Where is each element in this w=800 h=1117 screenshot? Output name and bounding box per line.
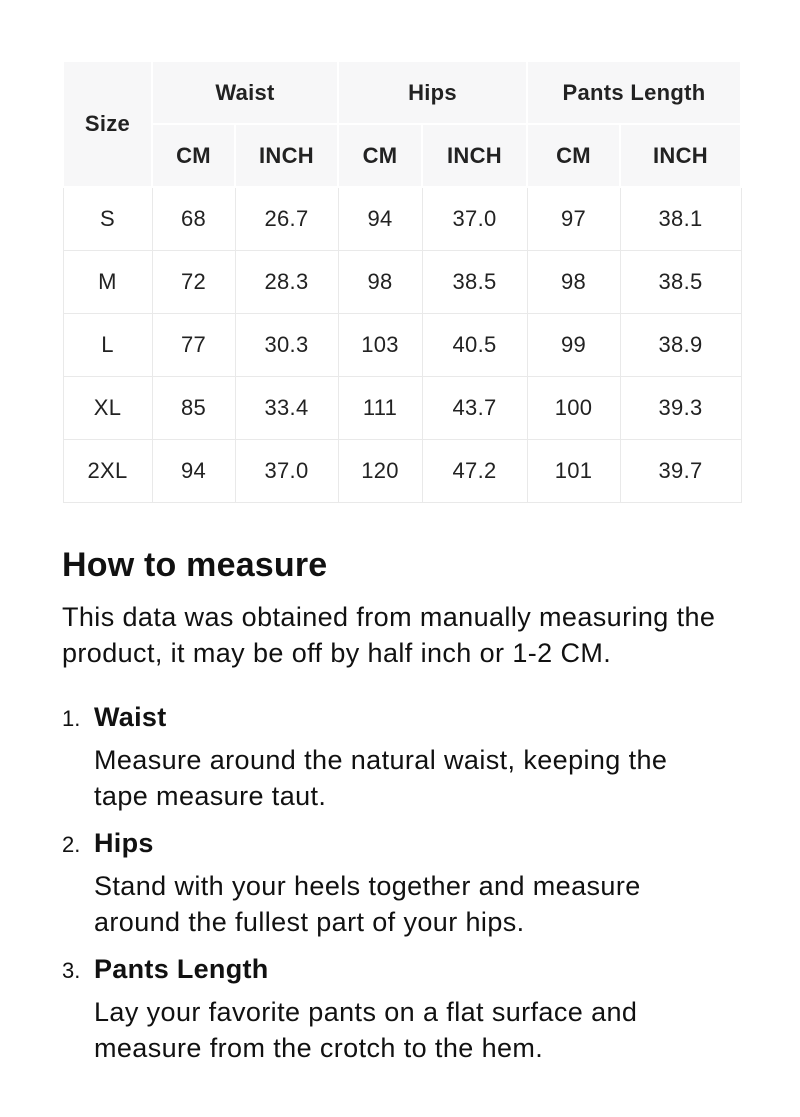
measure-disclaimer-text: This data was obtained from manually measuring the product, it may be off by half inch or 1-2 CM. [62,601,716,668]
pants-inch-cell: 38.9 [620,313,741,376]
size-cell: L [63,313,152,376]
size-cell: 2XL [63,439,152,502]
list-number: 2. [62,831,81,857]
list-item-title: Pants Length [94,953,269,984]
list-item-waist [62,699,740,814]
table-row-m [63,250,741,313]
pants-cm-cell: 100 [527,376,620,439]
pants-cm-cell: 98 [527,250,620,313]
pants-length-group-header: Pants Length [527,61,741,124]
list-item-pants-length [62,951,740,1066]
size-cell: XL [63,376,152,439]
list-number: 3. [62,957,81,983]
table-row-l [63,313,741,376]
hips-cm-cell: 94 [338,187,422,250]
table-row-2xl [63,439,741,502]
measure-instructions-list [62,699,740,1066]
hips-cm-cell: 103 [338,313,422,376]
list-item-description: Lay your favorite pants on a flat surface and measure from the crotch to the hem. [94,996,638,1063]
group-header-row [63,61,741,124]
hips-cm-header: CM [338,124,422,187]
hips-inch-cell: 47.2 [422,439,527,502]
pants-inch-cell: 38.5 [620,250,741,313]
pants-cm-cell: 101 [527,439,620,502]
list-item-title: Hips [94,827,154,858]
list-item-hips [62,825,740,940]
pants-inch-cell: 38.1 [620,187,741,250]
waist-inch-cell: 30.3 [235,313,338,376]
list-item-title: Waist [94,701,167,732]
waist-inch-cell: 28.3 [235,250,338,313]
size-chart-table [62,60,742,503]
waist-inch-header: INCH [235,124,338,187]
waist-group-header: Waist [152,61,338,124]
list-item-description: Measure around the natural waist, keeping the tape measure taut. [94,744,668,811]
size-cell: S [63,187,152,250]
hips-cm-cell: 111 [338,376,422,439]
waist-cm-cell: 85 [152,376,235,439]
list-item-body [94,951,740,1066]
table-row-s [63,187,741,250]
list-number: 1. [62,705,81,731]
unit-header-row [63,124,741,187]
hips-inch-header: INCH [422,124,527,187]
hips-inch-cell: 37.0 [422,187,527,250]
pants-cm-header: CM [527,124,620,187]
waist-cm-header: CM [152,124,235,187]
waist-cm-cell: 94 [152,439,235,502]
hips-inch-cell: 43.7 [422,376,527,439]
pants-cm-cell: 97 [527,187,620,250]
waist-inch-cell: 33.4 [235,376,338,439]
pants-inch-header: INCH [620,124,741,187]
list-item-body [94,825,740,940]
pants-inch-cell: 39.3 [620,376,741,439]
waist-inch-cell: 26.7 [235,187,338,250]
list-item-description: Stand with your heels together and measure around the fullest part of your hips. [94,870,641,937]
hips-group-header: Hips [338,61,527,124]
how-to-measure-heading: How to measure [62,545,328,584]
waist-cm-cell: 72 [152,250,235,313]
size-cell: M [63,250,152,313]
pants-inch-cell: 39.7 [620,439,741,502]
hips-cm-cell: 98 [338,250,422,313]
waist-cm-cell: 68 [152,187,235,250]
hips-inch-cell: 38.5 [422,250,527,313]
size-column-header: Size [63,61,152,187]
pants-cm-cell: 99 [527,313,620,376]
waist-cm-cell: 77 [152,313,235,376]
list-item-body [94,699,740,814]
table-row-xl [63,376,741,439]
waist-inch-cell: 37.0 [235,439,338,502]
hips-inch-cell: 40.5 [422,313,527,376]
hips-cm-cell: 120 [338,439,422,502]
